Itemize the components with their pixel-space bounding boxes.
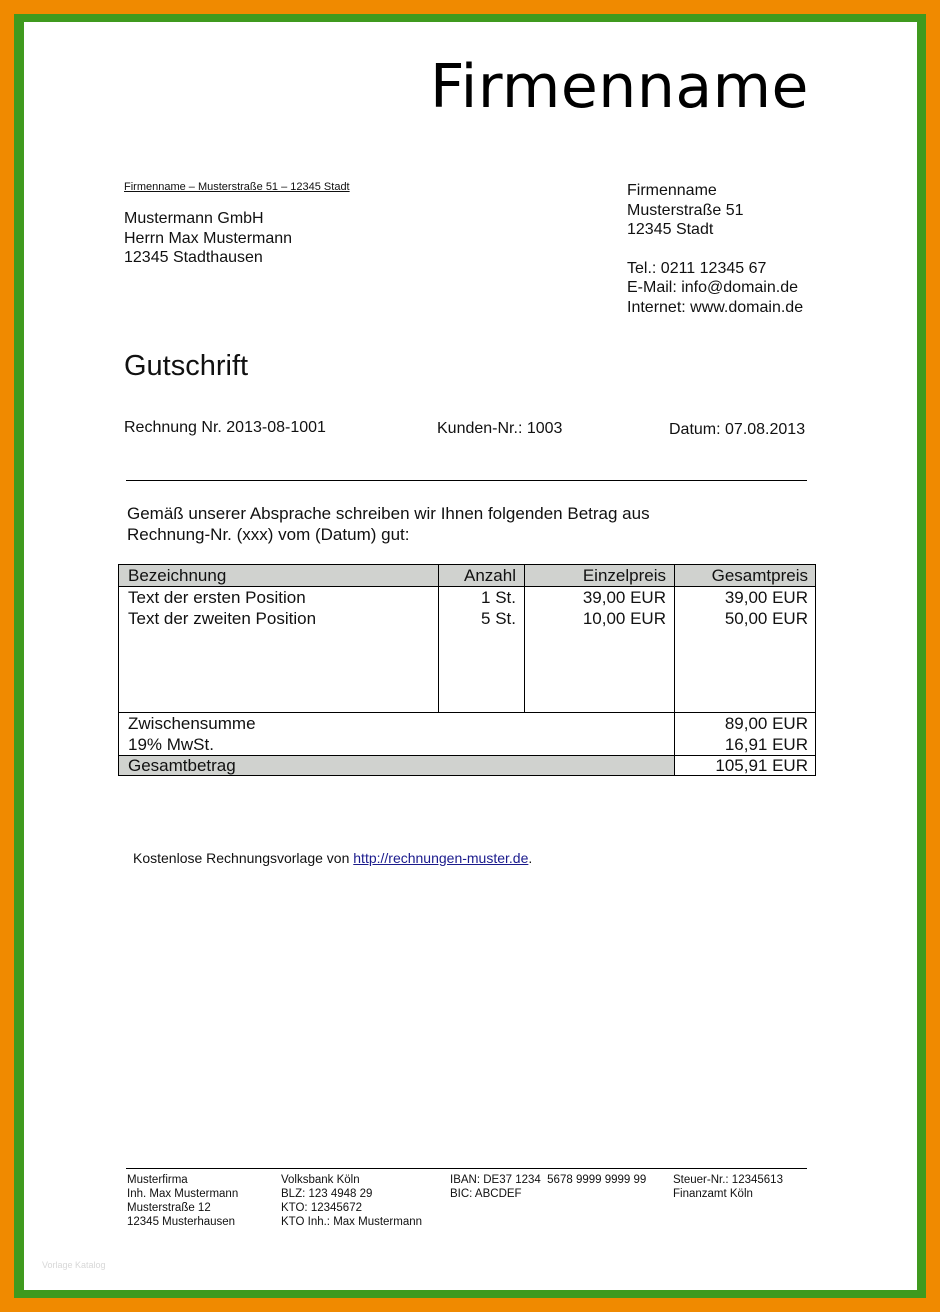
sender-phone: Tel.: 0211 12345 67 xyxy=(627,259,767,277)
header-unit-price: Einzelpreis xyxy=(582,566,666,585)
footer-company xyxy=(127,1173,238,1229)
sender-street: Musterstraße 51 xyxy=(627,201,744,219)
footer-tax-number: Steuer-Nr.: 12345613 xyxy=(673,1174,783,1186)
invoice-number: Rechnung Nr. 2013-08-1001 xyxy=(124,419,326,436)
header-quantity: Anzahl xyxy=(464,566,516,585)
sender-city: 12345 Stadt xyxy=(627,221,714,238)
recipient-city: 12345 Stadthausen xyxy=(124,249,263,266)
row-2-total-price: 50,00 EUR xyxy=(724,609,808,628)
customer-number: Kunden-Nr.: 1003 xyxy=(437,420,563,437)
subtotal-label: Zwischensumme xyxy=(128,714,256,733)
footer-owner: Inh. Max Mustermann xyxy=(127,1188,239,1200)
row-2-quantity: 5 St. xyxy=(481,609,516,628)
row-2-description: Text der zweiten Position xyxy=(128,609,317,628)
row-1-total-price: 39,00 EUR xyxy=(724,588,808,607)
recipient-company: Mustermann GmbH xyxy=(124,210,264,227)
footer-bank-name: Volksbank Köln xyxy=(281,1174,360,1186)
footer-bic: BIC: ABCDEF xyxy=(450,1188,522,1200)
recipient-address xyxy=(124,209,292,268)
footer-separator xyxy=(126,1168,807,1169)
footer-bank xyxy=(281,1173,422,1229)
document-date: Datum: 07.08.2013 xyxy=(669,421,806,438)
row-2-unit-price: 10,00 EUR xyxy=(582,609,666,628)
row-1-unit-price: 39,00 EUR xyxy=(582,588,666,607)
company-title: Firmenname xyxy=(430,52,809,122)
footnote-suffix: . xyxy=(528,850,533,866)
header-total-price: Gesamtpreis xyxy=(711,566,808,585)
footer-street: Musterstraße 12 xyxy=(127,1202,211,1214)
intro-text xyxy=(127,503,650,545)
sender-email: E-Mail: info@domain.de xyxy=(627,279,798,296)
sender-website: Internet: www.domain.de xyxy=(627,298,804,316)
subtotal-value: 89,00 EUR xyxy=(724,714,808,733)
footer-blz: BLZ: 123 4948 29 xyxy=(281,1188,373,1200)
footer-account: KTO: 12345672 xyxy=(281,1202,362,1214)
footnote-link[interactable]: http://rechnungen-muster.de xyxy=(353,850,529,866)
return-address-line: Firmenname – Musterstraße 51 – 12345 Stadt xyxy=(124,181,350,193)
sender-block xyxy=(627,181,803,317)
footer-iban-number: IBAN: DE37 1234 5678 9999 9999 99 xyxy=(450,1174,647,1186)
footer-company-name: Musterfirma xyxy=(127,1174,188,1186)
row-1-description: Text der ersten Position xyxy=(128,588,306,607)
grand-total-label: Gesamtbetrag xyxy=(128,756,236,775)
grand-total-value: 105,91 EUR xyxy=(715,756,808,775)
footer-tax xyxy=(673,1173,783,1201)
header-description: Bezeichnung xyxy=(128,566,227,585)
footer-city: 12345 Musterhausen xyxy=(127,1216,236,1228)
items-table xyxy=(118,564,816,776)
footnote-text: Kostenlose Rechnungsvorlage von xyxy=(133,850,354,866)
separator-line xyxy=(126,480,807,481)
document-page xyxy=(24,22,917,1290)
vat-label: 19% MwSt. xyxy=(128,735,214,754)
recipient-person: Herrn Max Mustermann xyxy=(124,229,293,247)
footer-account-holder: KTO Inh.: Max Mustermann xyxy=(281,1216,423,1228)
intro-line-1: Gemäß unserer Absprache schreiben wir Ihnen folgenden Betrag aus xyxy=(127,504,650,523)
footer-tax-office: Finanzamt Köln xyxy=(673,1188,753,1200)
footer-iban xyxy=(450,1173,646,1201)
watermark: Vorlage Katalog xyxy=(42,1260,106,1270)
template-footnote xyxy=(133,850,532,866)
intro-line-2: Rechnung-Nr. (xxx) vom (Datum) gut: xyxy=(127,525,410,544)
vat-value: 16,91 EUR xyxy=(724,735,808,754)
row-1-quantity: 1 St. xyxy=(481,588,516,607)
sender-name: Firmenname xyxy=(627,182,717,199)
document-title: Gutschrift xyxy=(124,350,249,382)
